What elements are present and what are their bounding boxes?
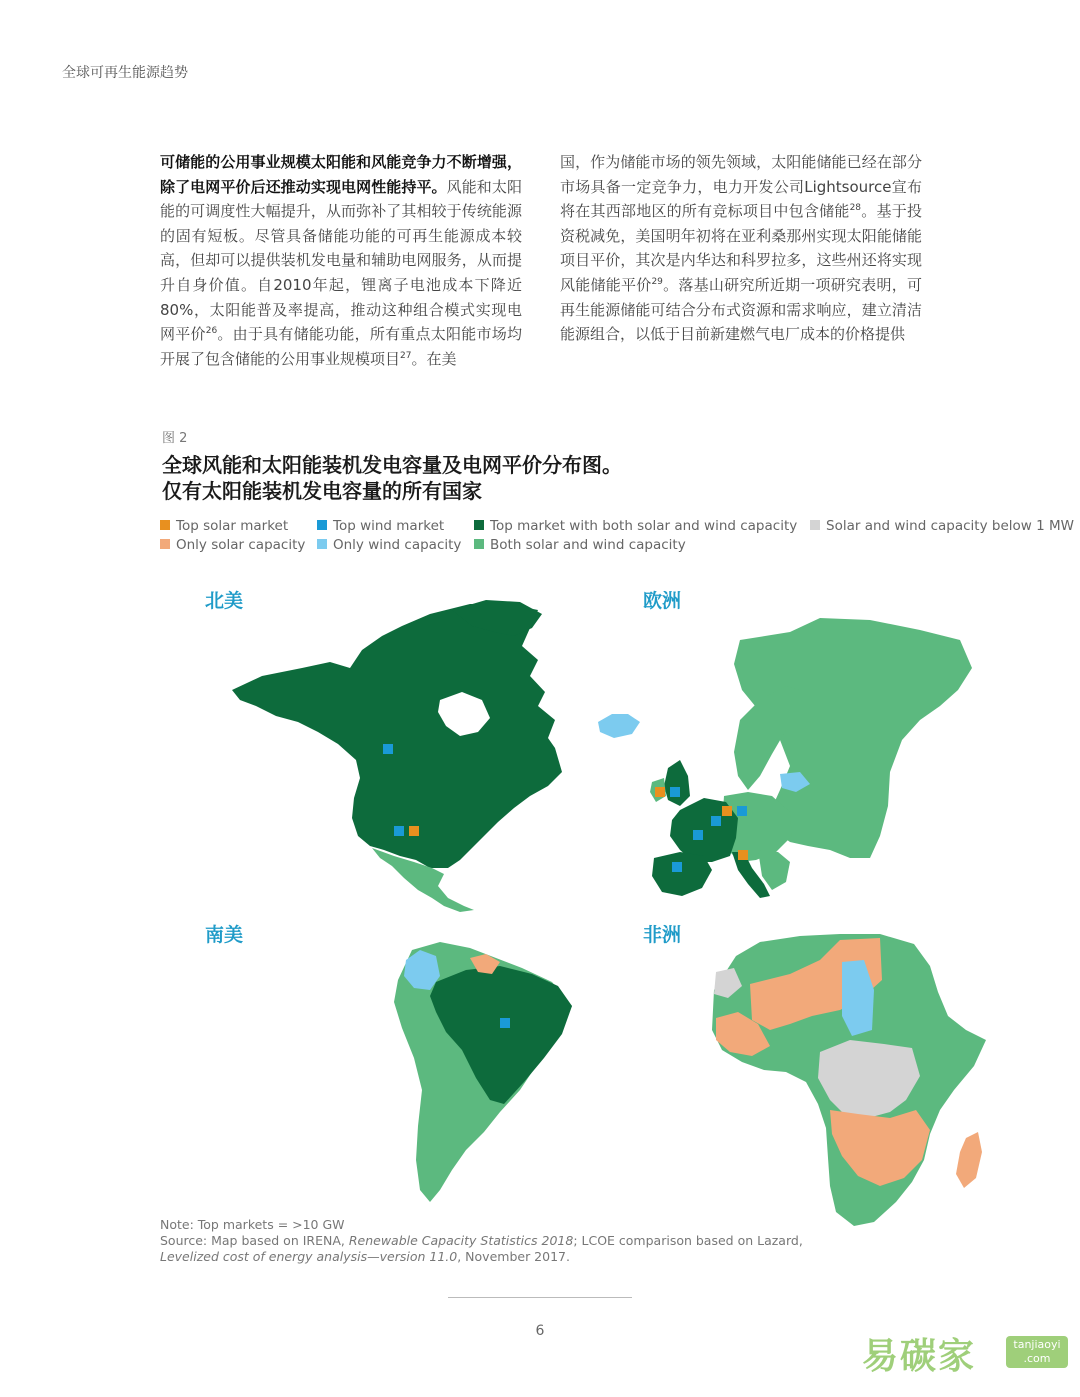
watermark-badge-line: tanjiaoyi — [1013, 1338, 1061, 1351]
map-marker-top-solar — [655, 787, 665, 797]
figure-source-cont — [160, 1249, 803, 1265]
running-header: 全球可再生能源趋势 — [62, 65, 188, 81]
map-marker-top-solar — [738, 850, 748, 860]
figure-title-line: 仅有太阳能装机发电容量的所有国家 — [162, 479, 482, 503]
footer-divider — [448, 1297, 632, 1298]
legend-label: Both solar and wind capacity — [490, 537, 686, 553]
legend-label: Only wind capacity — [333, 537, 462, 553]
paragraph-text: 。在美 — [411, 349, 457, 368]
figure-source — [160, 1233, 803, 1249]
legend-label: Only solar capacity — [176, 537, 306, 553]
map-marker-top-wind — [500, 1018, 510, 1028]
paragraph-text: 国，作为储能市场的领先领域，太阳能储能已经在部分市场具备一定竞争力，电力开发公司Lightsource宣布将在其西部地区的所有竞标项目中包含储能 — [560, 153, 922, 221]
paragraph-text: 。落基山研究所近期一项研究表明，可再生能源储能可结合分布式资源和需求响应，建立清洁能源组合，以低于目前新建燃气电厂成本的价格提供 — [560, 275, 922, 344]
region-label-south-america: 南美 — [205, 924, 244, 946]
map-marker-top-wind — [672, 862, 682, 872]
map-marker-top-wind — [394, 826, 404, 836]
source-text: ; LCOE comparison based on Lazard, — [573, 1233, 803, 1248]
legend-label: Top solar market — [176, 518, 289, 534]
footnote-ref[interactable]: 28 — [849, 203, 862, 214]
map-region-madagascar — [956, 1132, 982, 1188]
map-africa — [712, 934, 986, 1226]
map-europe — [598, 618, 972, 898]
region-label-africa: 非洲 — [643, 924, 682, 946]
footnote-ref[interactable]: 29 — [651, 276, 663, 287]
watermark-badge — [1006, 1336, 1068, 1368]
footnote-ref[interactable]: 27 — [400, 350, 412, 361]
figure-title-line: 全球风能和太阳能装机发电容量及电网平价分布图。 — [162, 453, 622, 477]
map-south-america — [394, 942, 572, 1202]
legend-label: Top market with both solar and wind capacity — [490, 518, 798, 534]
figure-note: Note: Top markets = >10 GW — [160, 1217, 345, 1232]
lead-sentence: 可储能的公用事业规模太阳能和风能竞争力不断增强，除了电网平价后还推动实现电网性能持平。 — [160, 153, 522, 196]
map-marker-top-wind — [383, 744, 393, 754]
figure-notes — [160, 1217, 803, 1265]
paragraph-text: 。由于具有储能功能，所有重点太阳能市场均开展了包含储能的公用事业规模项目 — [160, 325, 522, 368]
map-north-america — [232, 600, 562, 912]
map-region-uk — [664, 760, 690, 806]
map-marker-top-wind — [693, 830, 703, 840]
figure-label: 图 2 — [162, 431, 188, 446]
paragraph-text: 风能和太阳能的可调度性大幅提升，从而弥补了其相较于传统能源的固有短板。尽管具备储能功能的可再生能源成本较高，但却可以提供装机发电量和辅助电网服务，从而提升自身价值。自2010年起，锂离子电池成本下降近80%，太阳能普及率提高，推动这种组合模式实现电网平价 — [160, 177, 522, 344]
watermark-badge-line: .com — [1023, 1352, 1051, 1365]
region-label-north-america: 北美 — [205, 590, 244, 612]
source-text: , November 2017. — [457, 1249, 570, 1264]
map-marker-top-wind — [670, 787, 680, 797]
source-text: Source: Map based on IRENA, — [160, 1233, 349, 1248]
map-marker-top-wind — [711, 816, 721, 826]
legend-label: Solar and wind capacity below 1 MW — [826, 518, 1074, 534]
source-title: Renewable Capacity Statistics 2018 — [348, 1233, 574, 1248]
map-region-iceland — [598, 714, 640, 738]
page-number: 6 — [535, 1323, 545, 1339]
watermark-logo — [862, 1328, 1072, 1378]
paragraph-text: 。基于投资税减免，美国明年初将在亚利桑那州实现太阳能储能项目平价，其次是内华达和科罗拉多，这些州还将实现风能储能平价 — [560, 202, 922, 294]
map-region-iberia — [652, 852, 712, 896]
region-label-europe: 欧洲 — [643, 590, 682, 612]
source-title: Levelized cost of energy analysis—version 11.0 — [160, 1249, 458, 1264]
watermark-text: 易碳家 — [862, 1336, 977, 1377]
map-marker-top-wind — [737, 806, 747, 816]
map-marker-top-solar — [722, 806, 732, 816]
footnote-ref[interactable]: 26 — [205, 326, 218, 337]
map-marker-top-solar — [409, 826, 419, 836]
legend-label: Top wind market — [333, 518, 445, 534]
